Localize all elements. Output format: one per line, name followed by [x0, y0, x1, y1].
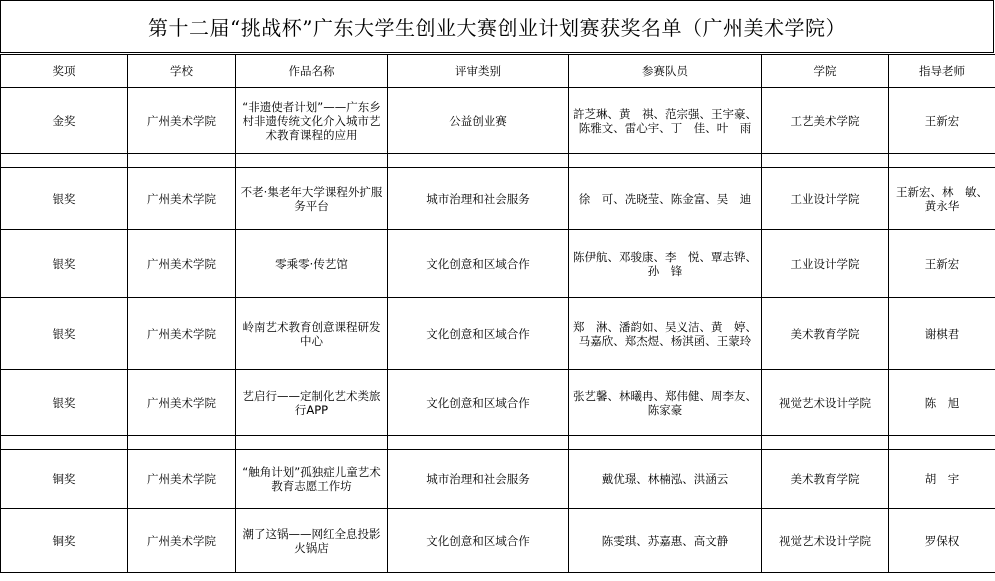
table-row — [1, 88, 995, 154]
header-school: 学校 — [128, 55, 236, 88]
cell-category: 文化创意和区域合作 — [388, 230, 569, 298]
cell-college: 工业设计学院 — [762, 230, 889, 298]
header-row — [1, 55, 995, 88]
cell-members: 张艺馨、林曦冉、郑伟健、周李友、陈家豪 — [569, 370, 762, 436]
cell-project: 艺启行——定制化艺术类旅行APP — [236, 370, 388, 436]
cell-college: 视觉艺术设计学院 — [762, 509, 889, 573]
cell-mentor: 罗保权 — [889, 509, 995, 573]
cell-members: 許芝琳、黄 祺、范宗强、王宇豪、陈雅文、雷心宇、丁 佳、叶 雨 — [569, 88, 762, 154]
table-row — [1, 298, 995, 370]
cell-award: 银奖 — [1, 370, 128, 436]
cell-mentor: 王新宏 — [889, 88, 995, 154]
cell-college: 视觉艺术设计学院 — [762, 370, 889, 436]
cell-mentor: 陈 旭 — [889, 370, 995, 436]
cell-award: 银奖 — [1, 230, 128, 298]
cell-members: 陈伊航、邓骏康、李 悦、覃志铧、孙 锋 — [569, 230, 762, 298]
cell-project: 岭南艺术教育创意课程研发中心 — [236, 298, 388, 370]
cell-college: 美术教育学院 — [762, 450, 889, 509]
sheet-title: 第十二届“挑战杯”广东大学生创业大赛创业计划赛获奖名单（广州美术学院） — [0, 0, 994, 53]
header-category: 评审类别 — [388, 55, 569, 88]
cell-school: 广州美术学院 — [128, 168, 236, 230]
cell-category: 城市治理和社会服务 — [388, 450, 569, 509]
cell-award: 铜奖 — [1, 509, 128, 573]
cell-members: 徐 可、冼晓莹、陈金富、吴 迪 — [569, 168, 762, 230]
cell-award: 银奖 — [1, 298, 128, 370]
header-mentor: 指导老师 — [889, 55, 995, 88]
cell-college: 美术教育学院 — [762, 298, 889, 370]
cell-project: “非遗使者计划”——广东乡村非遗传统文化介入城市艺术教育课程的应用 — [236, 88, 388, 154]
cell-category: 文化创意和区域合作 — [388, 370, 569, 436]
cell-category: 城市治理和社会服务 — [388, 168, 569, 230]
cell-mentor: 谢棋君 — [889, 298, 995, 370]
table-row — [1, 230, 995, 298]
cell-school: 广州美术学院 — [128, 509, 236, 573]
table-row — [1, 509, 995, 573]
header-members: 参赛队员 — [569, 55, 762, 88]
cell-school: 广州美术学院 — [128, 230, 236, 298]
cell-school: 广州美术学院 — [128, 298, 236, 370]
cell-school: 广州美术学院 — [128, 370, 236, 436]
table-row — [1, 168, 995, 230]
separator-row — [1, 436, 995, 450]
header-award: 奖项 — [1, 55, 128, 88]
cell-project: 不老·集老年大学课程外扩服务平台 — [236, 168, 388, 230]
cell-college: 工艺美术学院 — [762, 88, 889, 154]
cell-project: 潮了这锅——网红全息投影火锅店 — [236, 509, 388, 573]
cell-members: 戴优璟、林楠泓、洪涵云 — [569, 450, 762, 509]
cell-award: 铜奖 — [1, 450, 128, 509]
cell-school: 广州美术学院 — [128, 450, 236, 509]
cell-category: 文化创意和区域合作 — [388, 298, 569, 370]
separator-row — [1, 154, 995, 168]
table-row — [1, 370, 995, 436]
cell-award: 金奖 — [1, 88, 128, 154]
header-college: 学院 — [762, 55, 889, 88]
award-table — [0, 54, 995, 573]
cell-award: 银奖 — [1, 168, 128, 230]
cell-category: 文化创意和区域合作 — [388, 509, 569, 573]
cell-members: 陈雯琪、苏嘉惠、高文静 — [569, 509, 762, 573]
cell-project: “触角计划”孤独症儿童艺术教育志愿工作坊 — [236, 450, 388, 509]
cell-members: 郑 淋、潘韵如、吴义洁、黄 婷、马嘉欣、郑杰煜、杨淇函、王蒙玲 — [569, 298, 762, 370]
header-project: 作品名称 — [236, 55, 388, 88]
cell-mentor: 王新宏、林 敏、黄永华 — [889, 168, 995, 230]
cell-college: 工业设计学院 — [762, 168, 889, 230]
cell-category: 公益创业赛 — [388, 88, 569, 154]
cell-mentor: 王新宏 — [889, 230, 995, 298]
cell-school: 广州美术学院 — [128, 88, 236, 154]
cell-mentor: 胡 宇 — [889, 450, 995, 509]
cell-project: 零乘零·传艺馆 — [236, 230, 388, 298]
table-row — [1, 450, 995, 509]
